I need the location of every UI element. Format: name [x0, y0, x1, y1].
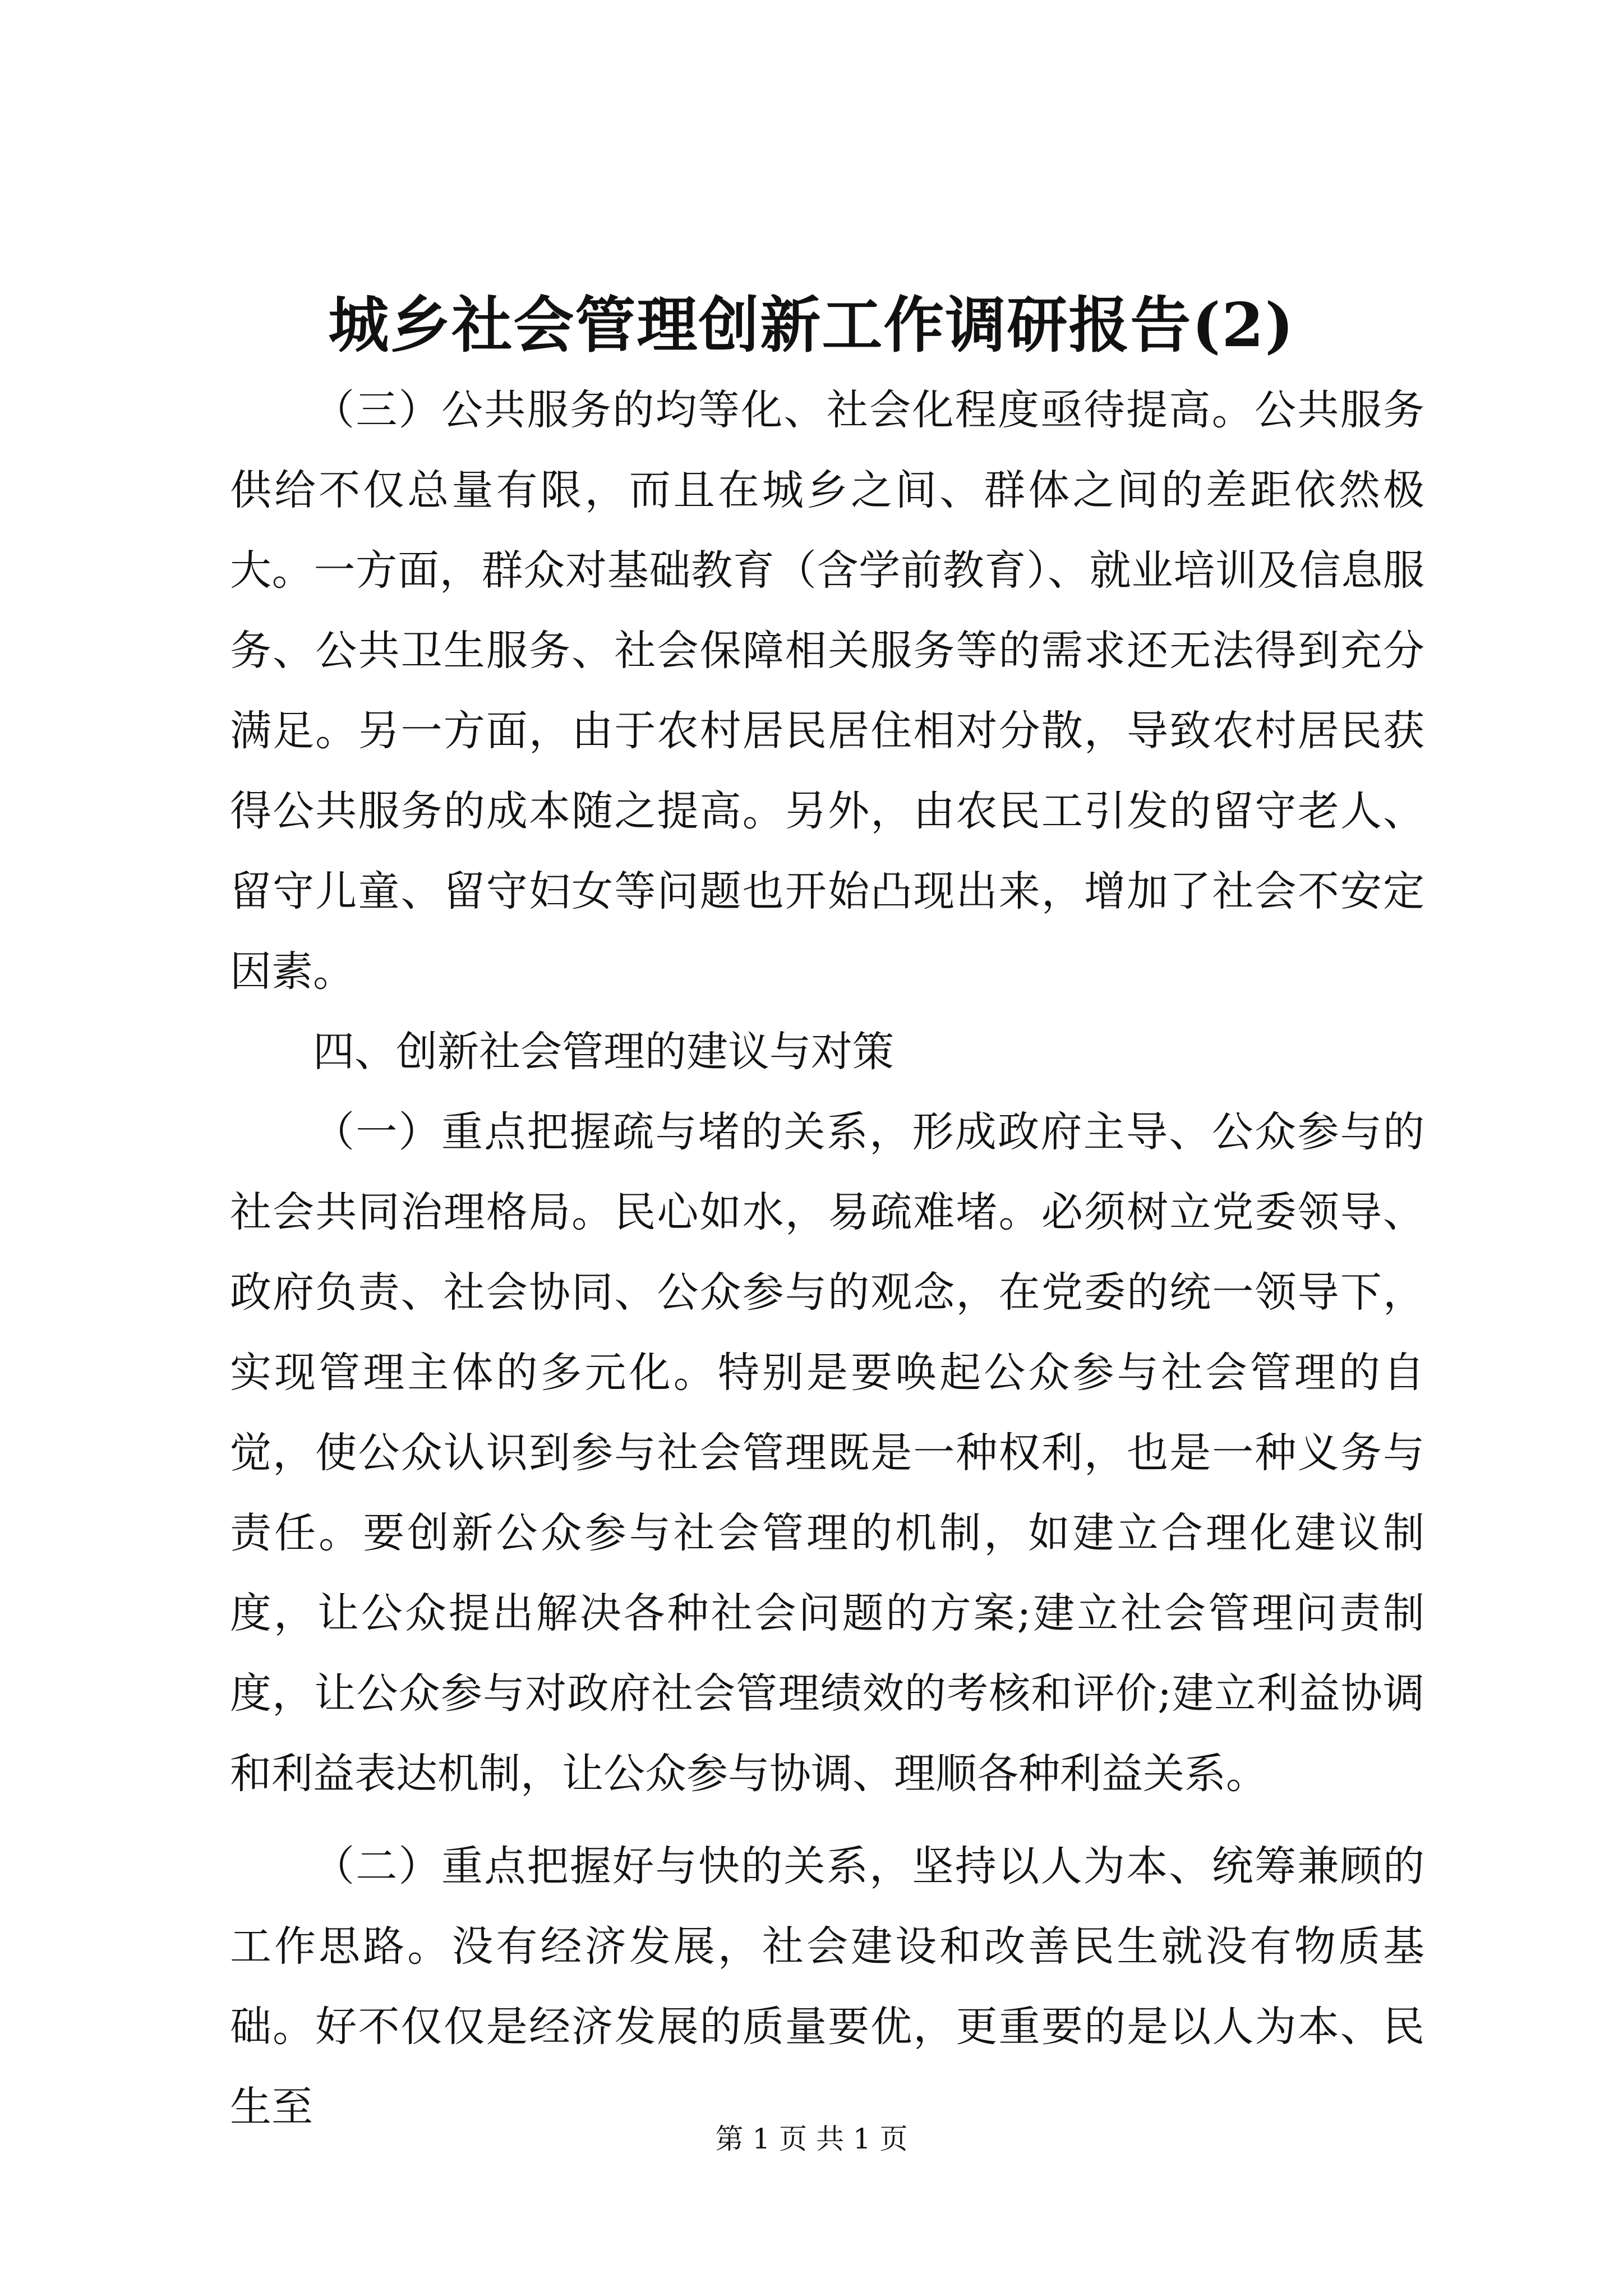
- paragraph-guidance-and-blocking: （一）重点把握疏与堵的关系，形成政府主导、公众参与的社会共同治理格局。民心如水，易疏难堵。必须树立党委领导、政府负责、社会协同、公众参与的观念，在党委的统一领导下，实现管理主体的多元化。特别是要唤起公众参与社会管理的自觉，使公众认识到参与社会管理既是一种权利，也是一种义务与责任。要创新公众参与社会管理的机制，如建立合理化建议制度，让公众提出解决各种社会问题的方案;建立社会管理问责制度，让公众参与对政府社会管理绩效的考核和评价;建立利益协调和利益表达机制，让公众参与协调、理顺各种利益关系。: [230, 1108, 1424, 1798]
- document-title: 城乡社会管理创新工作调研报告(2): [328, 290, 1295, 361]
- document-body: [230, 370, 1424, 2147]
- paragraph-quality-and-speed: （二）重点把握好与快的关系，坚持以人为本、统筹兼顾的工作思路。没有经济发展，社会建设和改善民生就没有物质基础。好不仅仅是经济发展的质量要优，更重要的是以人为本、民生至: [230, 1842, 1424, 2131]
- page-footer: 第 1 页 共 1 页: [715, 2123, 908, 2155]
- paragraph-public-services: （三）公共服务的均等化、社会化程度亟待提高。公共服务供给不仅总量有限，而且在城乡之间、群体之间的差距依然极大。一方面，群众对基础教育（含学前教育）、就业培训及信息服务、公共卫生服务、社会保障相关服务等的需求还无法得到充分满足。另一方面，由于农村居民居住相对分散，导致农村居民获得公共服务的成本随之提高。另外，由农民工引发的留守老人、留守儿童、留守妇女等问题也开始凸现出来，增加了社会不安定因素。: [230, 386, 1424, 996]
- section-heading-suggestions: 四、创新社会管理的建议与对策: [313, 1028, 894, 1076]
